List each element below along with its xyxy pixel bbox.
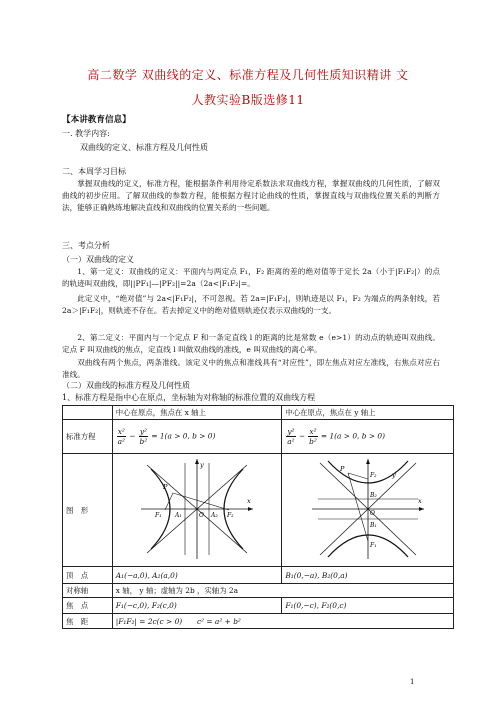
section-heading: 【本讲教育信息】 bbox=[62, 115, 131, 125]
focus-y: F₁(0,−c), F₂(0,c) bbox=[282, 598, 454, 614]
row-label-vertex: 顶 点 bbox=[63, 567, 113, 584]
row-label-equation: 标准方程 bbox=[63, 420, 113, 454]
equation-y-condition: = 1(a > 0, b > 0) bbox=[320, 431, 385, 441]
section-1-body: 双曲线的定义、标准方程及几何性质 bbox=[80, 143, 208, 152]
svg-text:P: P bbox=[339, 465, 345, 473]
equation-y: $\frac{\text{y²}}{\text{a²}}$ − $\frac{\text{x²}}{\text{b²}}$ = 1(a > 0, b > 0) bbox=[282, 420, 454, 454]
svg-text:F₂: F₂ bbox=[369, 472, 377, 479]
svg-text:F₁: F₁ bbox=[369, 542, 377, 549]
focus-x: F₁(−c,0), F₂(c,0) bbox=[112, 598, 282, 614]
section-3-2-item-1: 1、标准方程是指中心在原点，坐标轴为对称轴的标准位置的双曲线方程 bbox=[62, 393, 316, 402]
row-label-focus: 焦 点 bbox=[63, 598, 113, 614]
equation-x-condition: = 1(a > 0, b > 0) bbox=[151, 431, 216, 441]
focal-distance: |F₁F₂| = 2c(c > 0) c² = a² + b² bbox=[112, 614, 453, 629]
properties-table bbox=[62, 405, 454, 629]
row-label-focal-distance: 焦 距 bbox=[63, 614, 113, 629]
table-header-x-axis: 中心在原点，焦点在 x 轴上 bbox=[112, 406, 282, 420]
section-3-2-title: （二）双曲线的标准方程及几何性质 bbox=[62, 381, 190, 390]
svg-text:F₂: F₂ bbox=[227, 512, 234, 519]
page-number: 1 bbox=[410, 678, 415, 686]
svg-text:O: O bbox=[369, 510, 375, 517]
table-header-y-axis: 中心在原点，焦点在 y 轴上 bbox=[282, 406, 454, 420]
definition-1-note: 此定义中，“绝对值”与 2a<|F₁F₂|，不可忽视。若 2a=|F₁F₂|，则轨迹是以 F₁，F₂ 为端点的两条射线，若 2a＞|F₁F₂|，则轨迹不存在。若去掉定义中的绝对值则轨迹仅表示双曲线的一支。 bbox=[62, 294, 440, 316]
hyperbola-x-diagram bbox=[137, 455, 257, 563]
figure-x-hyperbola bbox=[112, 454, 282, 567]
axis-description: x 轴， y 轴；虚轴为 2b ，实轴为 2a bbox=[112, 584, 453, 598]
svg-text:y: y bbox=[391, 471, 396, 479]
definition-2-note: 双曲线有两个焦点，两条准线。该定义中的焦点和准线具有“对应性”，即左焦点对应左准线，右焦点对应右准线。 bbox=[62, 358, 440, 380]
row-label-axis: 对称轴 bbox=[63, 584, 113, 598]
section-3-title: 三、考点分析 bbox=[62, 241, 110, 250]
svg-text:A₂: A₂ bbox=[211, 512, 218, 519]
svg-text:A₁: A₁ bbox=[175, 512, 182, 519]
svg-text:B₁: B₁ bbox=[369, 522, 377, 529]
vertex-y: B₁(0,−a), B₂(0,a) bbox=[282, 567, 454, 584]
svg-text:B₂: B₂ bbox=[369, 492, 377, 499]
svg-text:O: O bbox=[199, 512, 204, 519]
equation-x: $\frac{\text{x²}}{\text{a²}}$ − $\frac{\text{y²}}{\text{b²}}$ = 1(a > 0, b > 0) bbox=[112, 420, 282, 454]
svg-text:x: x bbox=[417, 497, 422, 505]
svg-text:x: x bbox=[247, 497, 251, 505]
table-header-empty bbox=[63, 406, 113, 420]
figure-y-hyperbola bbox=[282, 454, 454, 567]
svg-text:P: P bbox=[163, 483, 168, 491]
document-title-line2: 人教实验B版选修11 bbox=[191, 93, 305, 107]
svg-text:F₁: F₁ bbox=[155, 512, 162, 519]
row-label-figure: 图 形 bbox=[63, 454, 113, 567]
document-title-line1: 高二数学 双曲线的定义、标准方程及几何性质知识精讲 文 bbox=[87, 68, 409, 82]
svg-text:y: y bbox=[200, 461, 204, 469]
definition-1: 1、第一定义：双曲线的定义：平面内与两定点 F₁，F₂ 距离的差的绝对值等于定长 2a（小于|F₁F₂|）的点的轨迹叫双曲线，即||PF₁|—|PF₂||=2a（2a<|F₁F₂|=。 bbox=[62, 267, 440, 289]
hyperbola-y-diagram bbox=[308, 455, 428, 563]
vertex-x: A₁(−a,0), A₂(a,0) bbox=[112, 567, 282, 584]
section-1-title: 一. 教学内容: bbox=[62, 129, 110, 138]
section-3-1-title: （一）双曲线的定义 bbox=[62, 255, 134, 264]
definition-2: 2、第二定义：平面内与一个定点 F 和一条定直线 l 的距离的比是常数 e（e>1）的动点的轨迹叫双曲线。定点 F 叫双曲线的焦点，定直线 l 叫做双曲线的准线，e 叫双曲线的离心率。 bbox=[62, 333, 440, 355]
section-2-body: 掌握双曲线的定义，标准方程，能根据条件利用待定系数法求双曲线方程，掌握双曲线的几何性质，了解双曲线的初步应用。了解双曲线的参数方程，能根据方程讨论曲线的性质，掌握直线与双曲线位置关系的判断方法，能够正确熟练地解决直线和双曲线的位置关系的一些问题。 bbox=[62, 179, 440, 213]
section-2-title: 二、本周学习目标 bbox=[62, 167, 126, 176]
